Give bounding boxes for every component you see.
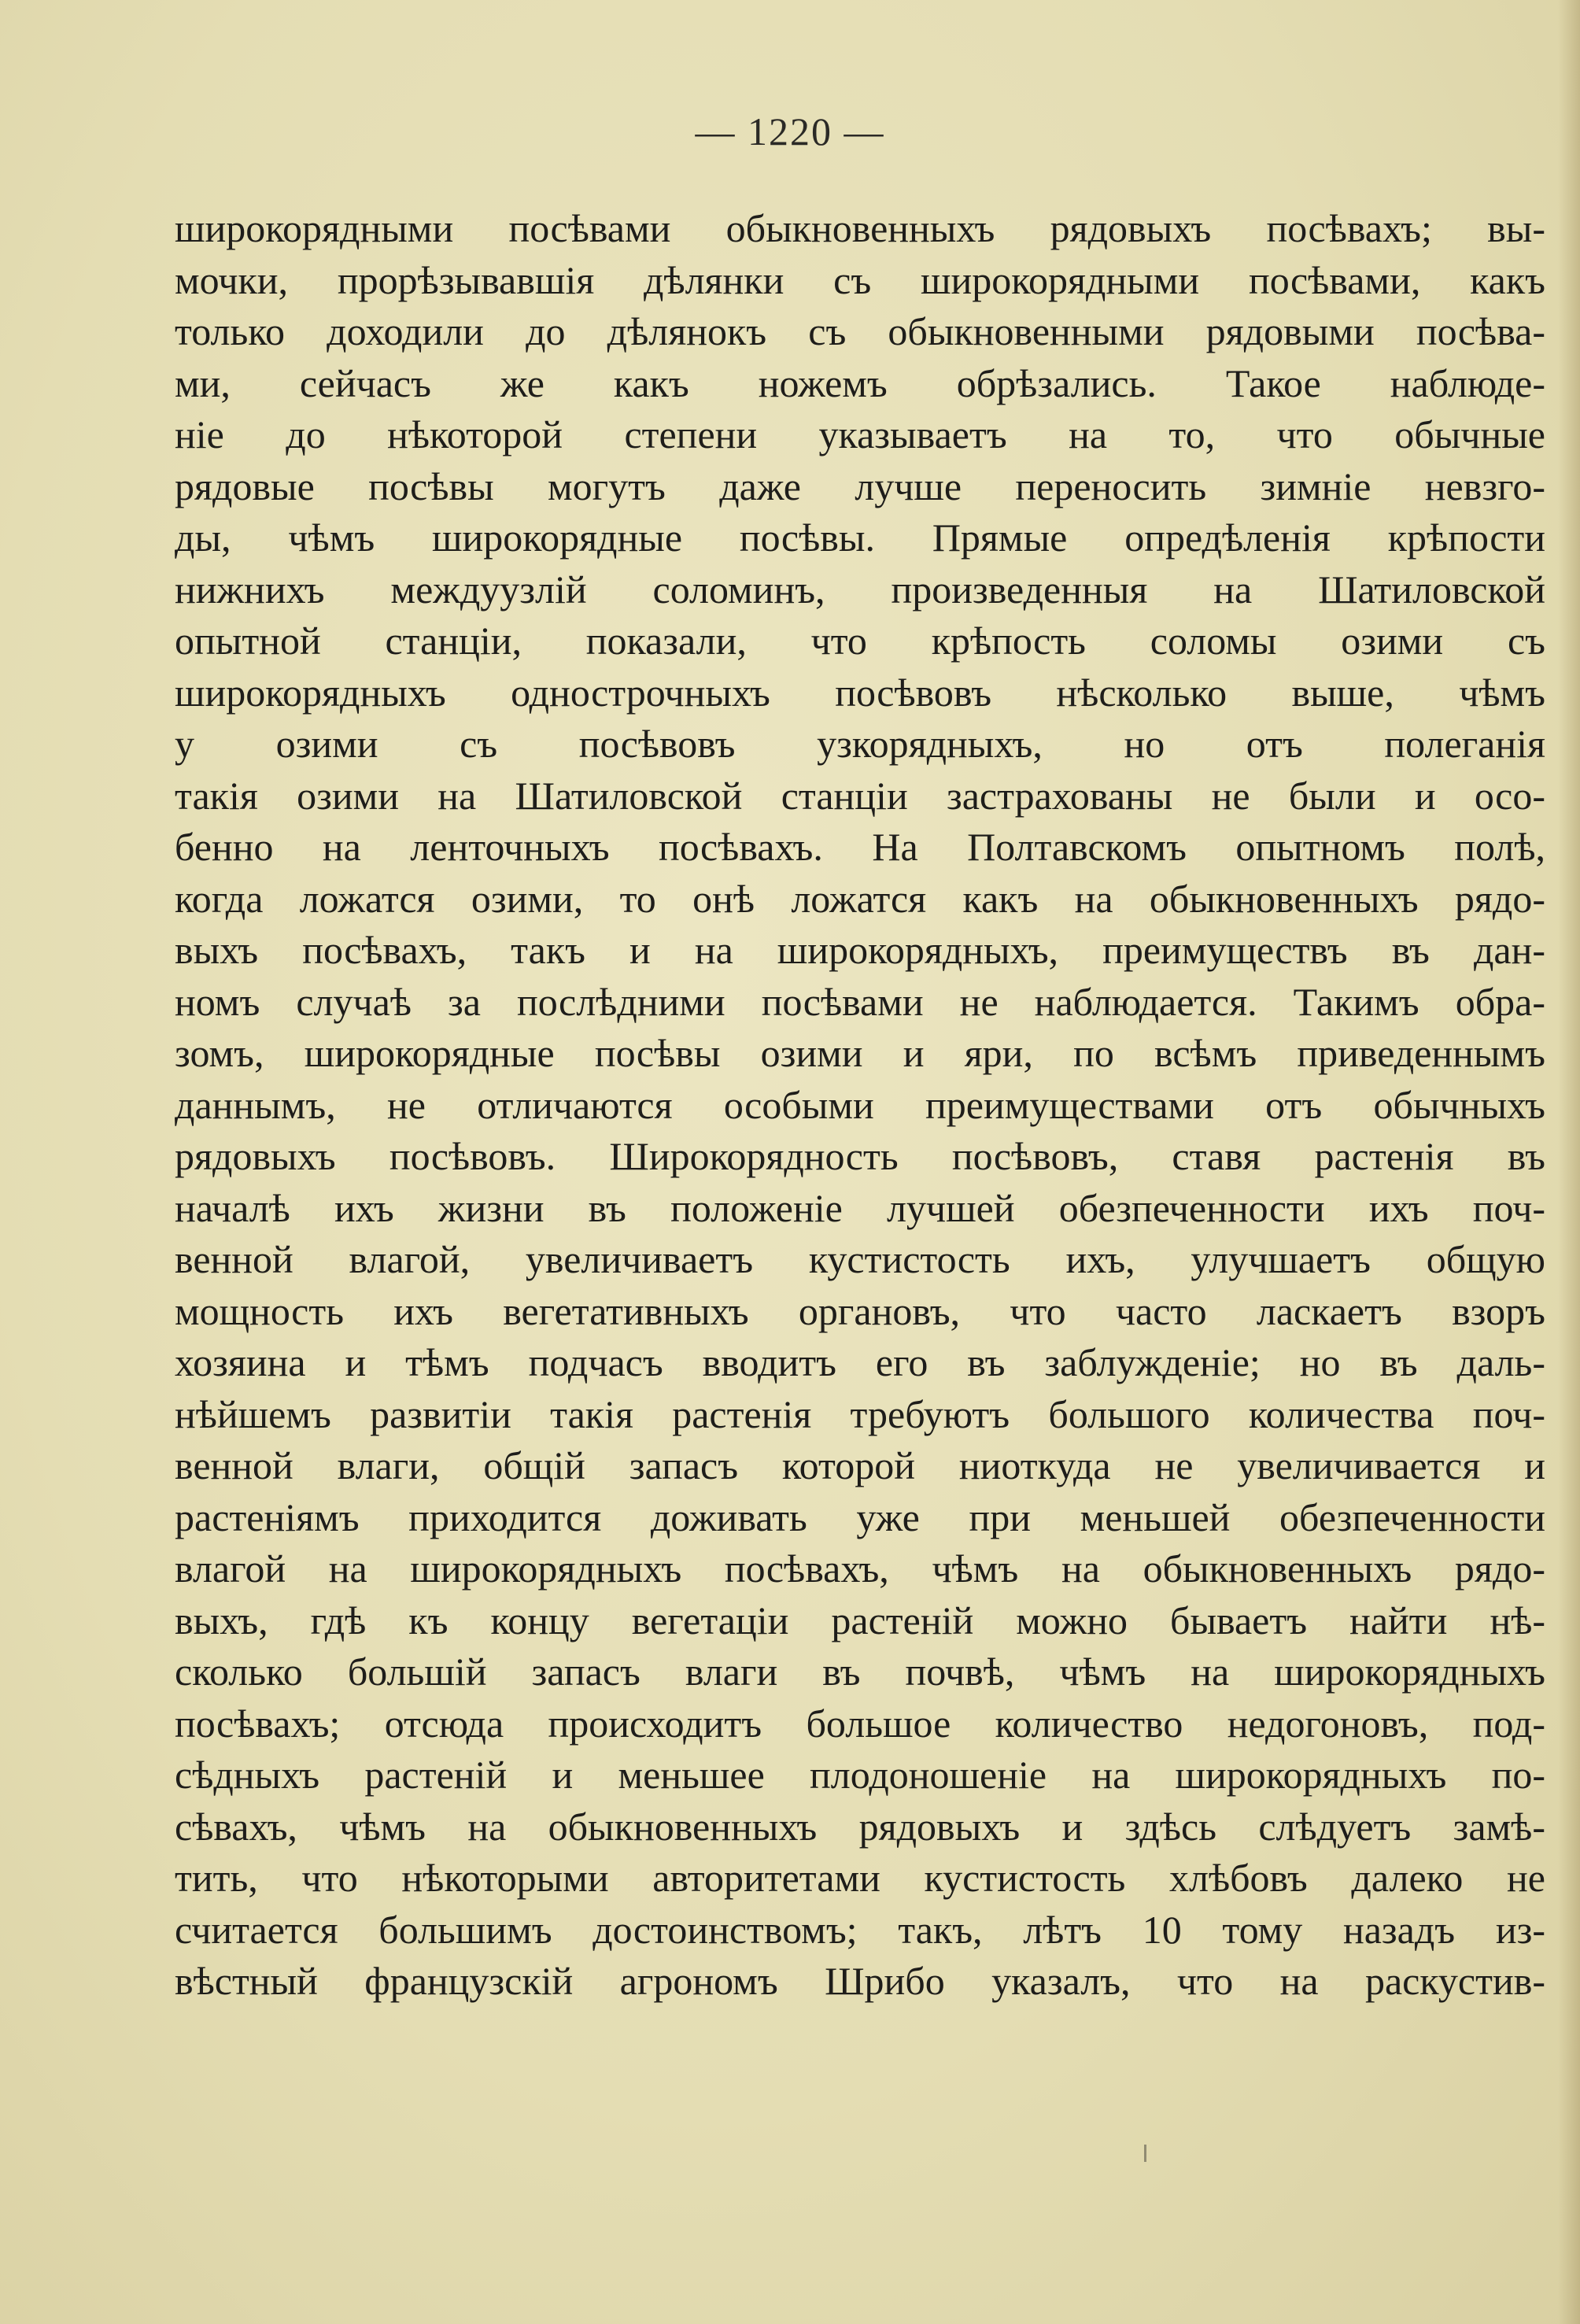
text-line: сѣдныхъ растеній и меньшее плодоношеніе на широкорядныхъ по- bbox=[175, 1753, 1545, 1797]
text-line: началѣ ихъ жизни въ положеніе лучшей обезпеченности ихъ поч- bbox=[175, 1185, 1545, 1230]
text-line: растеніямъ приходится доживать уже при меньшей обезпеченности bbox=[175, 1495, 1545, 1539]
text-line: посѣвахъ; отсюда происходитъ большое количество недогоновъ, под- bbox=[175, 1701, 1545, 1746]
text-line: у озими съ посѣвовъ узкорядныхъ, но отъ полеганія bbox=[175, 722, 1545, 766]
page-number: — 1220 — bbox=[695, 109, 885, 153]
body-text bbox=[175, 203, 1545, 2265]
text-line: зомъ, широкорядные посѣвы озими и яри, по всѣмъ приведеннымъ bbox=[175, 1031, 1545, 1075]
text-line: когда ложатся озими, то онѣ ложатся какъ на обыкновенныхъ рядо- bbox=[175, 876, 1545, 921]
text-line: даннымъ, не отличаются особыми преимуществами отъ обычныхъ bbox=[175, 1082, 1545, 1127]
text-line: номъ случаѣ за послѣдними посѣвами не наблюдается. Такимъ обра- bbox=[175, 979, 1545, 1024]
text-line: широкорядными посѣвами обыкновенныхъ рядовыхъ посѣвахъ; вы- bbox=[175, 206, 1545, 250]
text-line: сѣвахъ, чѣмъ на обыкновенныхъ рядовыхъ и здѣсь слѣдуетъ замѣ- bbox=[175, 1804, 1545, 1849]
text-line: только доходили до дѣлянокъ съ обыкновенными рядовыми посѣва- bbox=[175, 309, 1545, 353]
text-line: венной влаги, общій запасъ которой ниоткуда не увеличивается и bbox=[175, 1443, 1545, 1487]
text-line: бенно на ленточныхъ посѣвахъ. На Полтавскомъ опытномъ полѣ, bbox=[175, 825, 1545, 869]
text-line: считается большимъ достоинствомъ; такъ, лѣтъ 10 тому назадъ из- bbox=[175, 1907, 1545, 1952]
text-line: выхъ посѣвахъ, такъ и на широкорядныхъ, преимуществъ въ дан- bbox=[175, 928, 1545, 972]
text-line: влагой на широкорядныхъ посѣвахъ, чѣмъ на обыкновенныхъ рядо- bbox=[175, 1546, 1545, 1591]
print-speck bbox=[1144, 2145, 1146, 2162]
text-line: хозяина и тѣмъ подчасъ вводитъ его въ заблужденіе; но въ даль- bbox=[175, 1340, 1545, 1384]
text-line: сколько большій запасъ влаги въ почвѣ, чѣмъ на широкорядныхъ bbox=[175, 1650, 1545, 1694]
text-line: вѣстный французскій агрономъ Шрибо указалъ, что на раскустив- bbox=[175, 1959, 1545, 2003]
text-line: ды, чѣмъ широкорядные посѣвы. Прямые опредѣленія крѣпости bbox=[175, 515, 1545, 560]
text-line: нижнихъ междуузлій соломинъ, произведенныя на Шатиловской bbox=[175, 567, 1545, 611]
text-line: тить, что нѣкоторыми авторитетами кустистость хлѣбовъ далеко не bbox=[175, 1856, 1545, 1900]
text-line: такія озими на Шатиловской станціи застрахованы не были и осо- bbox=[175, 773, 1545, 818]
text-line: ми, сейчасъ же какъ ножемъ обрѣзались. Такое наблюде- bbox=[175, 360, 1545, 405]
text-line: нѣйшемъ развитіи такія растенія требуютъ большого количества поч- bbox=[175, 1391, 1545, 1436]
text-line: мочки, прорѣзывавшія дѣлянки съ широкорядными посѣвами, какъ bbox=[175, 257, 1545, 302]
text-line: мощность ихъ вегетативныхъ органовъ, что часто ласкаетъ взоръ bbox=[175, 1288, 1545, 1333]
text-line: рядовыхъ посѣвовъ. Широкорядность посѣвовъ, ставя растенія въ bbox=[175, 1134, 1545, 1178]
text-line: опытной станціи, показали, что крѣпость соломы озими съ bbox=[175, 619, 1545, 663]
text-line: ніе до нѣкоторой степени указываетъ на то, что обычные bbox=[175, 412, 1545, 456]
page-edge-shadow bbox=[1558, 0, 1580, 2324]
text-line: рядовые посѣвы могутъ даже лучше переносить зимніе невзго- bbox=[175, 464, 1545, 508]
text-line: выхъ, гдѣ къ концу вегетаціи растеній можно бываетъ найти нѣ- bbox=[175, 1598, 1545, 1642]
text-line: венной влагой, увеличиваетъ кустистость ихъ, улучшаетъ общую bbox=[175, 1237, 1545, 1281]
text-line: широкорядныхъ однострочныхъ посѣвовъ нѣсколько выше, чѣмъ bbox=[175, 670, 1545, 715]
